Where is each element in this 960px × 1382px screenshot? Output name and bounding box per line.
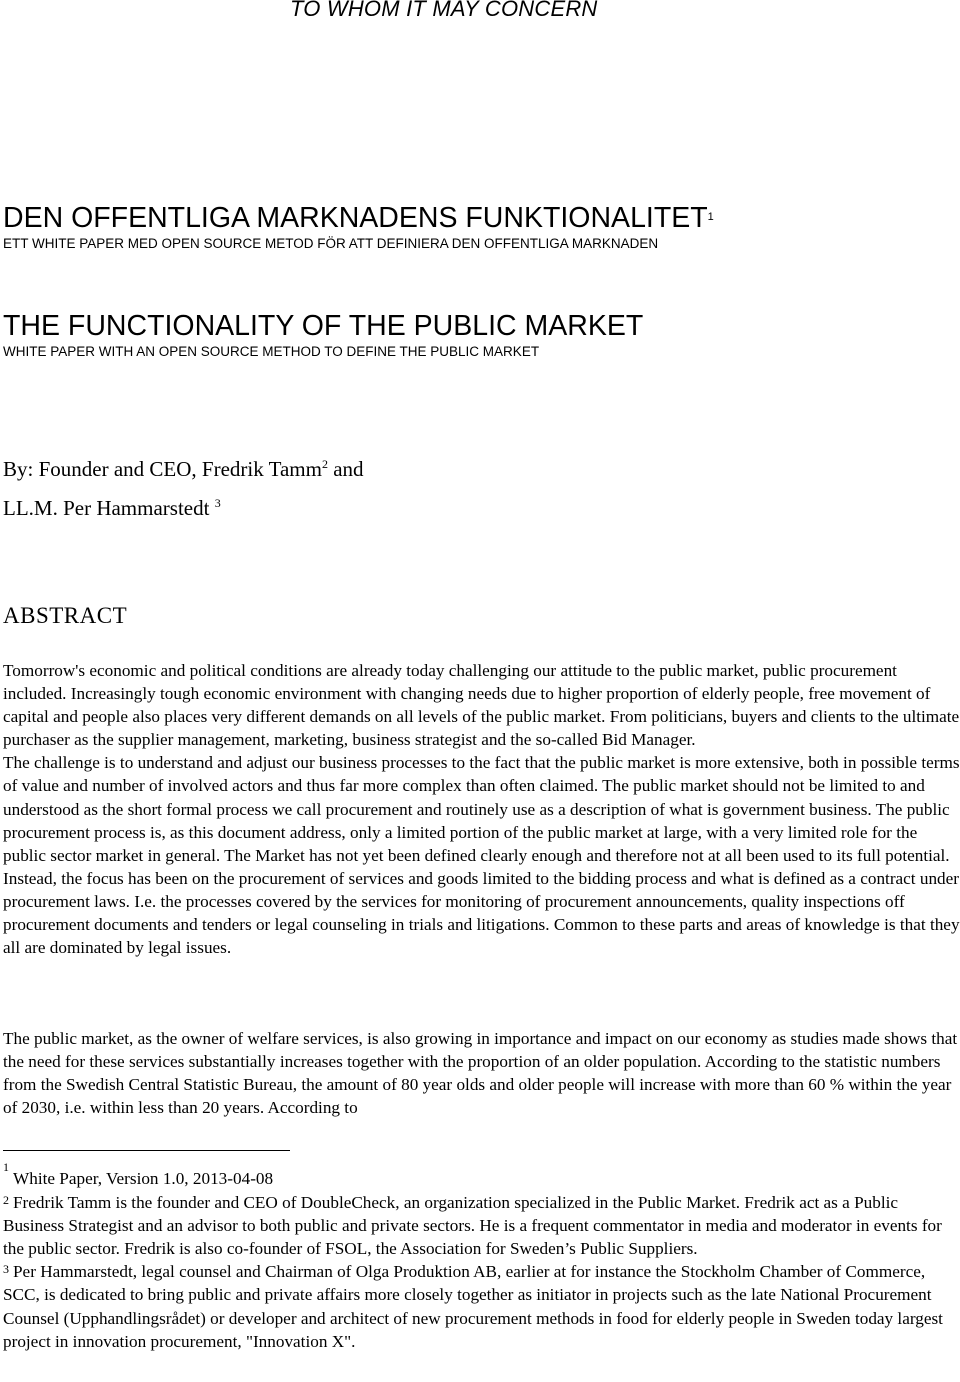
author-line-1-text: By: Founder and CEO, Fredrik Tamm [3,457,322,481]
abstract-paragraph-1b: The challenge is to understand and adjust our business processes to the fact that the public market is more extensive, both in possible terms of value and number of involved actors and thus far more complex than often claimed. The public market should not be limited to and understood as the short formal process we call procurement and routinely use as a description of what is government business. The public procurement process is, as this document address, only a limited portion of the public market at large, with a very limited role for the public sector market in general. The Market has not yet been defined clearly enough and therefore not at all been used to its full potential. Instead, the focus has been on the procurement of services and goods limited to the bidding process and what is defined as a contract under procurement laws. I.e. the processes covered by the services for monitoring of procurement announcements, quality inspections off procurement documents and tenders or legal counseling in trials and litigations. Common to these parts and areas of knowledge is that they all are dominated by legal issues. [3,753,960,958]
title-swedish-text: DEN OFFENTLIGA MARKNADENS FUNKTIONALITET [3,202,708,234]
abstract-body [3,659,960,959]
footnote-3 [3,1260,960,1352]
abstract-heading: ABSTRACT [3,603,128,628]
author-line-2 [3,496,221,521]
author-line-1 [3,457,364,482]
footnote-text: Per Hammarstedt, legal counsel and Chairman of Olga Produktion AB, earlier at for instance the Stockholm Chamber of Commerce, SCC, is dedicated to bring public and private affairs more closely together as initiator in projects such as the late National Procurement Counsel (Upphandlingsrådet) or developer and architect of new procurement methods in food for elderly people in Sweden today largest project in innovation procurement, "Innovation X". [3,1262,943,1351]
footnote-number: 2 [3,1193,9,1208]
author-line-2-text: LL.M. Per Hammarstedt [3,496,210,520]
footnote-number: 3 [3,1262,9,1277]
author-line-1-suffix: and [327,457,364,481]
footnote-divider [3,1150,290,1151]
abstract-paragraph-1: Tomorrow's economic and political conditions are already today challenging our attitude to the public market, public procurement included. Increasingly tough economic environment with changing needs due to higher proportion of elderly people, free movement of capital and people also places very different demands on all levels of the public market. From politicians, buyers and clients to the ultimate purchaser as the supplier management, marketing, business strategist and the so-called Bid Manager. [3,661,960,750]
footnote-text: Fredrik Tamm is the founder and CEO of DoubleCheck, an organization specialized in the Public Market. Fredrik act as a Public Business Strategist and an advisor to both public and private sectors. He is a frequent commentator in media and moderator in events for the public sector. Fredrik is also co-founder of FSOL, the Association for Sweden’s Public Suppliers. [3,1193,942,1259]
title-english: THE FUNCTIONALITY OF THE PUBLIC MARKET [3,310,644,342]
footnote-ref-3: 3 [214,496,221,510]
footnote-number: 1 [3,1160,9,1174]
salutation: TO WHOM IT MAY CONCERN [290,0,598,21]
footnote-ref-1: 1 [707,211,714,223]
title-swedish [3,200,714,236]
footnote-ref-2: 2 [321,457,328,471]
footnote-text: White Paper, Version 1.0, 2013-04-08 [13,1169,274,1188]
footnotes [3,1158,960,1353]
footnote-1 [3,1158,960,1188]
abstract-paragraph-2: The public market, as the owner of welfare services, is also growing in importance and impact on our economy as studies made shows that the need for these services substantially increases together with the proportion of an older population. According to the statistic numbers from the Swedish Central Statistic Bureau, the amount of 80 year olds and older people will increase with more than 60 % within the year of 2030, i.e. within less than 20 years. According to [3,1029,958,1118]
footnote-2 [3,1191,960,1260]
subtitle-swedish: ETT WHITE PAPER MED OPEN SOURCE METOD FÖR ATT DEFINIERA DEN OFFENTLIGA MARKNADEN [3,236,659,251]
subtitle-english: WHITE PAPER WITH AN OPEN SOURCE METHOD TO DEFINE THE PUBLIC MARKET [3,344,540,359]
